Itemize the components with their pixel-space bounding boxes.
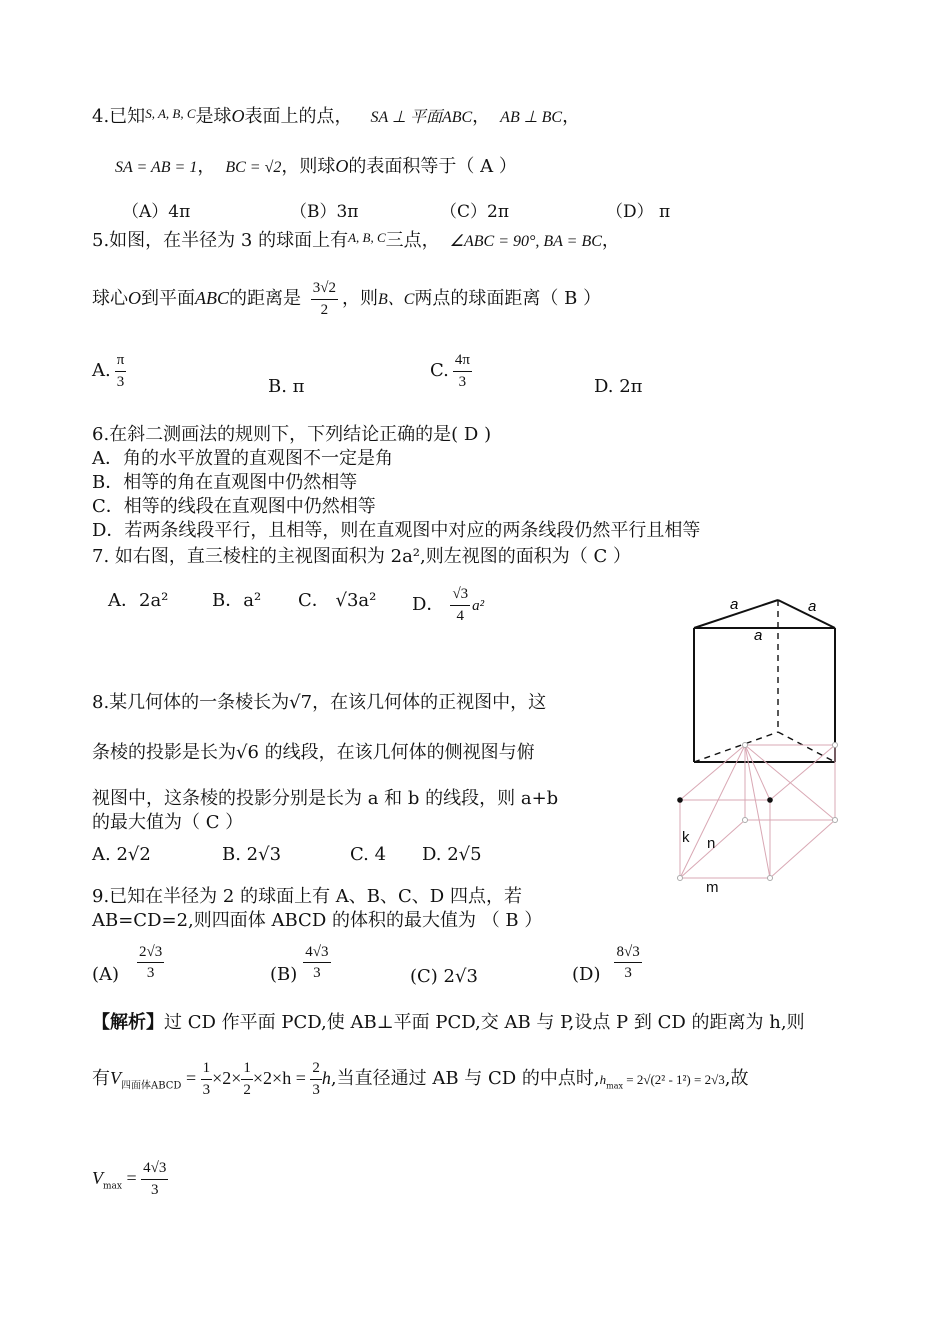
analysis-frac-2-num: 1 [241,1060,253,1080]
prism-label-right: a [808,598,817,615]
q5-distance-den: 2 [320,301,329,318]
analysis-volume-sub: 四面体ABCD [121,1080,182,1092]
analysis-vmax-sub: max [103,1181,122,1192]
q9-option-b-num: 4√3 [303,944,330,964]
q9-option-c: (C) 2√3 [410,966,478,987]
box-vertex [833,818,838,823]
box-vertex [768,876,773,881]
q4-option-a: （A）4π [122,202,191,222]
analysis-frac-3-num: 2 [310,1060,322,1080]
q9-option-d-fraction [614,944,641,982]
analysis-times-2: ×2×h = [252,1068,311,1088]
q5-text: ，则 [341,288,378,309]
box-diagonal-4 [745,745,770,800]
q4-condition-2: AB ⊥ BC [500,109,563,126]
q5-option-a-label: A. [92,360,111,381]
q5-option-a-fraction [115,352,127,390]
q5-distance-fraction [311,280,338,318]
analysis-frac-4 [141,1160,168,1198]
q5-text: 球心 [92,288,128,310]
analysis-frac-3-den: 3 [312,1081,320,1098]
analysis-line2 [92,1060,748,1098]
box-diagonal-2 [680,745,745,878]
q8-line4: 的最大值为（ C ） [92,812,244,833]
q5-text: 三点， [385,230,440,251]
analysis-tag: 【解析】 [92,1012,164,1033]
q4-sphere-o: O [335,156,349,176]
analysis-text: 有 [92,1068,110,1089]
analysis-frac-1-num: 1 [201,1060,213,1080]
q7-option-d-label: D． [412,594,445,615]
q4-option-c: （C）2π [440,202,509,222]
q4-condition-1: SA ⊥ 平面ABC [370,109,473,126]
q7-option-c: C． √3a² [298,590,377,611]
prism-label-left: a [730,596,739,613]
box-top-left-depth [680,745,745,800]
q5-center-o: O [128,288,141,308]
q5-text: 5.如图，在半径为 3 的球面上有 [92,230,349,251]
analysis-times: ×2× [212,1068,242,1088]
q5-option-a-num: π [115,352,127,372]
q5-answer-stem: 两点的球面距离（ B ） [414,288,602,309]
analysis-hmax-eq: = 2√(2² - 1²) = 2√3 [623,1072,725,1087]
analysis-text-3: ,故 [724,1068,749,1089]
analysis-frac-2 [241,1060,253,1098]
q4-end: ， [562,106,581,127]
box-vertex [678,876,683,881]
q6-option-c: C．相等的线段在直观图中仍然相等 [92,496,376,517]
q5-points: A, B, C [348,230,386,245]
q8-option-d: D. 2√5 [422,844,482,865]
analysis-text-1: 过 CD 作平面 PCD,使 AB⊥平面 PCD,交 AB 与 P,设点 P 到 CD 的距离为 h,则 [164,1012,805,1033]
box-label-m: m [706,879,719,895]
q8-option-b: B. 2√3 [222,844,282,865]
q9-line1: 9.已知在半径为 2 的球面上有 A、B、C、D 四点，若 [92,886,522,907]
q9-option-b-label: (B) [270,964,298,985]
q4-sep: ， [197,156,216,177]
analysis-frac-4-num: 4√3 [141,1160,168,1180]
q8-option-c: C. 4 [350,844,387,865]
q5-line2 [92,280,601,318]
box-vertex [743,818,748,823]
analysis-hmax-sub: max [606,1081,624,1091]
q8-line3: 视图中，这条棱的投影分别是长为 a 和 b 的线段，则 a+b [92,788,559,809]
q4-line1 [92,106,580,128]
prism-top-right-edge [778,600,835,628]
q5-option-a [92,352,126,390]
q9-line2: AB=CD=2,则四面体 ABCD 的体积的最大值为 （ B ） [92,910,543,931]
analysis-line3 [92,1160,168,1198]
q7-option-d-tail: a² [472,598,485,614]
box-vertex [833,743,838,748]
q7-option-d-num: √3 [450,586,470,606]
analysis-frac-1-den: 3 [202,1081,211,1098]
box-bottom-right-depth [770,820,835,878]
q4-option-b: （B）3π [290,202,359,222]
analysis-frac-4-den: 3 [151,1181,159,1198]
q5-distance-num: 3√2 [311,280,338,300]
q8-line2: 条棱的投影是长为√6 的线段，在该几何体的侧视图与俯 [92,742,535,763]
q8-option-a: A. 2√2 [92,844,151,865]
q5-option-c-num: 4π [453,352,472,372]
q5-condition: ∠ABC = 90°, BA = BC [449,233,602,250]
analysis-hmax: h [599,1072,607,1087]
analysis-line1 [92,1012,805,1034]
q5-option-b: B. π [268,376,305,397]
analysis-vmax-eq: = [121,1168,142,1188]
q9-option-d-label: (D) [572,964,601,985]
box-top-right-depth [770,745,835,800]
analysis-frac-1 [201,1060,213,1098]
q7-option-d [412,586,484,624]
analysis-eq: = [181,1068,201,1088]
analysis-vmax-symbol: V [92,1168,103,1188]
analysis-text-2: ,当直径通过 AB 与 CD 的中点时, [330,1068,600,1089]
q4-text: 表面上的点， [244,106,353,127]
box-label-n: n [707,835,716,852]
q4-line2 [115,156,517,178]
q6-option-d: D．若两条线段平行，且相等，则在直观图中对应的两条线段仍然平行且相等 [92,520,701,541]
q5-end: ， [601,230,620,251]
prism-label-mid: a [754,627,763,644]
q9-option-a-num: 2√3 [137,944,164,964]
q8-line1: 8.某几何体的一条棱长为√7，在该几何体的正视图中，这 [92,692,547,713]
q6-option-a: A．角的水平放置的直观图不一定是角 [92,448,393,469]
q9-option-a [92,940,164,986]
q5-option-c [430,352,472,390]
q9-option-b-fraction [303,944,330,982]
q4-text: ，则球 [281,156,336,177]
q9-option-a-fraction [137,944,164,982]
q7-option-d-den: 4 [456,607,465,624]
q4-condition-4: BC = √2 [225,159,282,176]
q7-stem: 7. 如右图，直三棱柱的主视图面积为 2a²,则左视图的面积为（ C ） [92,546,631,567]
q5-option-c-fraction [453,352,472,390]
q5-option-a-den: 3 [116,373,125,390]
q4-text: 是球 [195,106,232,127]
analysis-volume-symbol: V [110,1068,121,1088]
box-vertex [743,743,748,748]
box-vertex-dark [677,797,683,803]
q4-sphere-o: O [231,106,245,126]
box-diagonal-1 [745,745,770,878]
q4-condition-3: SA = AB = 1 [115,159,198,176]
q9-option-d [572,940,642,986]
q5-points-bc: B、C [377,291,415,308]
box-vertex-dark [767,797,773,803]
q4-sep: ， [472,106,491,127]
q5-option-c-label: C. [430,360,449,381]
box-label-k: k [682,829,690,846]
q5-text: 的距离是 [229,288,301,309]
q6-option-b: B．相等的角在直观图中仍然相等 [92,472,358,493]
q7-option-a: A．2a² [108,590,169,611]
q9-option-b-den: 3 [313,965,321,982]
q6-stem: 6.在斜二测画法的规则下，下列结论正确的是( D ) [92,424,492,445]
q4-points: S, A, B, C [145,106,196,121]
q5-option-d: D. 2π [594,376,643,397]
q7-option-b: B．a² [212,590,262,611]
q9-option-b [270,940,331,986]
box-figure [670,735,845,895]
q7-option-d-fraction [450,586,470,624]
q5-line1 [92,230,620,252]
q4-option-d: （D） π [606,202,671,222]
q9-option-d-den: 3 [624,965,632,982]
q9-option-d-num: 8√3 [614,944,641,964]
q9-option-a-den: 3 [146,965,155,982]
analysis-frac-2-den: 2 [243,1081,251,1098]
q5-plane: ABC [195,288,229,308]
q4-text: 4.已知 [92,106,146,127]
analysis-h: h [321,1068,331,1088]
analysis-frac-3 [310,1060,322,1098]
q5-text: 到平面 [141,288,195,309]
q9-option-a-label: (A) [92,964,120,985]
q5-option-c-den: 3 [458,373,467,390]
q4-answer-stem: 的表面积等于（ A ） [348,156,517,177]
